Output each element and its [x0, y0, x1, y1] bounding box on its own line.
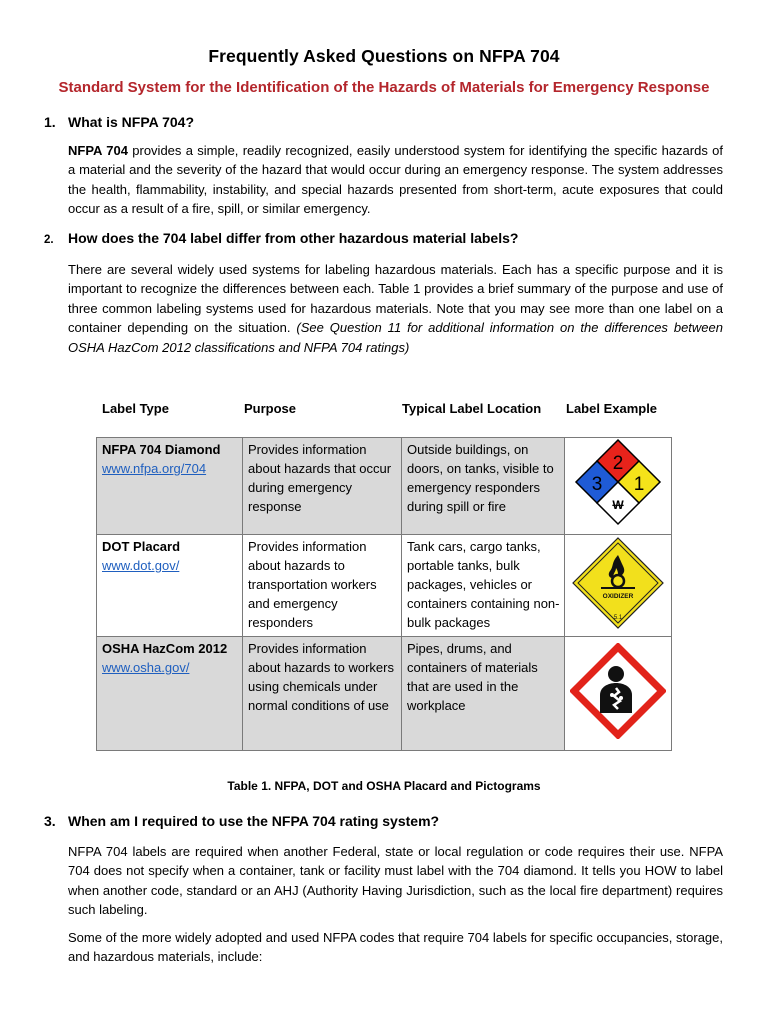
table-row [97, 438, 672, 535]
label-type-cell [97, 535, 243, 637]
question-text: When am I required to use the NFPA 704 rating system? [68, 813, 440, 829]
table-header-label-type: Label Type [102, 401, 169, 416]
placard-division: 5.1 [613, 615, 623, 621]
table-header-location: Typical Label Location [402, 401, 542, 416]
question-1-heading [44, 114, 194, 130]
example-cell [565, 535, 672, 637]
example-cell [565, 438, 672, 535]
question-text: What is NFPA 704? [68, 114, 195, 130]
answer-1-text: provides a simple, readily recognized, easily understood system for identifying the specific hazards of a material and the severity of the hazard that would occur during an emergency response. The system addresses the health, flammability, instability, and special hazards presented from short-term, acute exposures that could occur as a result of a fire, spill, or similar emergency. [68, 143, 724, 217]
flammability-rating: 2 [612, 453, 624, 475]
dot-link[interactable]: www.dot.gov/ [102, 558, 180, 574]
location-cell: Outside buildings, on doors, on tanks, visible to emergency responders during spill or fire [402, 438, 565, 535]
purpose-cell: Provides information about hazards to transportation workers and emergency responders [243, 535, 402, 637]
table-row [97, 535, 672, 637]
label-type-name: NFPA 704 Diamond [102, 442, 221, 457]
placard-label: OXIDIZER [602, 593, 634, 600]
answer-2-text: There are several widely used systems for labeling hazardous materials. Each has a specific purpose and it is important to recognize the differences between each. Table 1 provides a brief summary of the purpose and use of three common labeling systems used for hazardous materials. Note that you may see more than one label on a container depending on the situation. [68, 262, 723, 336]
table-header-purpose: Purpose [244, 401, 297, 416]
label-comparison-table [96, 437, 672, 751]
example-cell [565, 637, 672, 751]
question-3-heading [44, 813, 439, 829]
answer-1-paragraph [68, 141, 723, 219]
page-title: Frequently Asked Questions on NFPA 704 [208, 46, 560, 66]
nfpa-diamond-icon [568, 438, 668, 528]
nfpa-704-lead: NFPA 704 [68, 143, 128, 158]
label-type-name: DOT Placard [102, 539, 181, 554]
table-header-example: Label Example [566, 401, 658, 416]
answer-3-paragraph: NFPA 704 labels are required when another Federal, state or local regulation or code requires their use. NFPA 704 does not specify when a container, tank or facility must label with the 704 diamond. It tells you HOW to label when another code, standard or an AHJ (Authority Having Jurisdiction, such as the local fire department) requires such labeling. [68, 844, 723, 918]
answer-3-paragraph-2: Some of the more widely adopted and used NFPA codes that require 704 labels for specific occupancies, storage, and hazardous materials, include: [68, 930, 723, 965]
health-hazard-pictogram-icon [570, 643, 666, 739]
location-cell: Tank cars, cargo tanks, portable tanks, bulk packages, vehicles or containers containing non-bulk packages [402, 535, 565, 637]
location-cell: Pipes, drums, and containers of materials that are used in the workplace [402, 637, 565, 751]
osha-link[interactable]: www.osha.gov/ [102, 660, 190, 676]
question-number: 3. [44, 813, 56, 829]
table-caption: Table 1. NFPA, DOT and OSHA Placard and Pictograms [227, 779, 541, 793]
purpose-cell: Provides information about hazards that occur during emergency response [243, 438, 402, 535]
purpose-cell: Provides information about hazards to workers using chemicals under normal conditions of use [243, 637, 402, 751]
table-row [97, 637, 672, 751]
question-text: How does the 704 label differ from other hazardous material labels? [68, 230, 519, 246]
question-number: 2. [44, 234, 54, 246]
label-type-cell [97, 438, 243, 535]
question-2-heading [44, 230, 518, 246]
instability-rating: 1 [633, 474, 645, 496]
label-type-name: OSHA HazCom 2012 [102, 641, 228, 657]
oxidizer-placard-icon [570, 535, 666, 631]
answer-2-note: (See Question 11 for additional information on the differences between OSHA HazCom 2012 classifications and NFPA 704 ratings) [68, 320, 723, 355]
special-hazard: W [612, 498, 624, 513]
nfpa-link[interactable]: www.nfpa.org/704 [102, 461, 207, 477]
label-type-cell [97, 637, 243, 751]
health-rating: 3 [591, 474, 603, 496]
page-subtitle: Standard System for the Identification of the Hazards of Materials for Emergency Response [58, 79, 710, 96]
answer-2-paragraph [68, 260, 723, 357]
question-number: 1. [44, 114, 56, 130]
